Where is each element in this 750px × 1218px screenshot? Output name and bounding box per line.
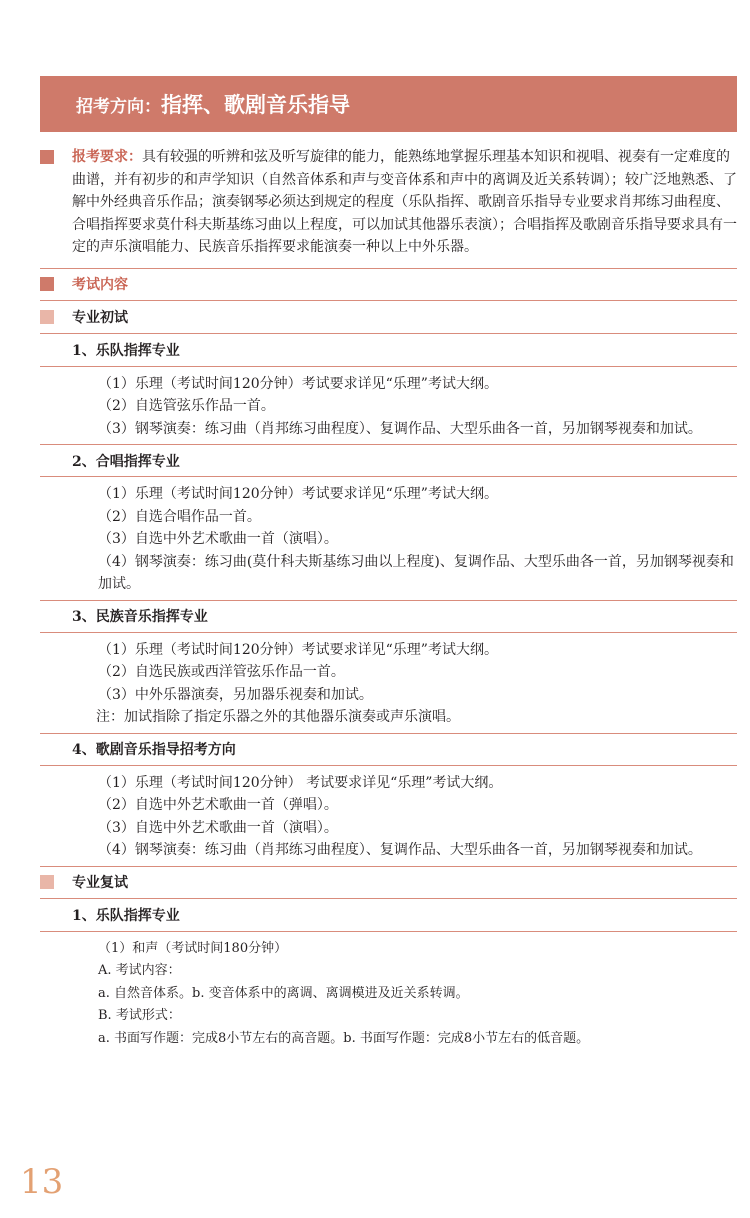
requirement-block <box>40 146 737 259</box>
section-items <box>40 477 737 600</box>
list-item: （2）自选合唱作品一首。 <box>98 508 261 525</box>
page-content <box>40 146 737 1054</box>
list-item: （4）钢琴演奏：练习曲（肖邦练习曲程度）、复调作品、大型乐曲各一首，另加钢琴视奏和加试。 <box>98 842 702 858</box>
list-item: a. 书面写作题：完成8小节左右的高音题。b. 书面写作题：完成8小节左右的低音题。 <box>98 1030 590 1046</box>
list-item: （3）自选中外艺术歌曲一首（演唱）。 <box>98 819 338 836</box>
list-item: （1）乐理（考试时间120分钟）考试要求详见“乐理”考试大纲。 <box>98 641 498 658</box>
section-items <box>40 766 737 866</box>
list-item: a. 自然音体系。b. 变音体系中的离调、离调模进及近关系转调。 <box>98 985 469 1001</box>
exam-content-heading: 考试内容 <box>40 269 737 301</box>
bullet-square-icon <box>40 150 54 164</box>
section-banner <box>40 76 737 132</box>
list-item: （1）和声（考试时间180分钟） <box>98 940 288 956</box>
page-number: 13 <box>20 1162 64 1202</box>
list-item: （2）自选民族或西洋管弦乐作品一首。 <box>98 664 345 680</box>
bullet-square-icon <box>40 277 54 291</box>
list-item: （3）中外乐器演奏，另加器乐视奏和加试。 <box>98 686 373 703</box>
list-item: （1）乐理（考试时间120分钟）考试要求详见“乐理”考试大纲。 <box>98 486 498 502</box>
section-items <box>40 367 737 445</box>
section-title: 3、民族音乐指挥专业 <box>40 600 737 633</box>
banner-prefix: 招考方向： <box>76 96 161 117</box>
section-title: 2、合唱指挥专业 <box>40 444 737 477</box>
requirement-text: 具有较强的听辨和弦及听写旋律的能力，能熟练地掌握乐理基本知识和视唱、视奏有一定难度的曲谱，并有初步的和声学知识（自然音体系和声与变音体系和声中的离调及近关系转调）；较广泛地熟悉、了解中外经典音乐作品；演奏钢琴必须达到规定的程度（乐队指挥、歌剧音乐指导专业要求肖邦练习曲程度、合唱指挥要求莫什科夫斯基练习曲以上程度，可以加试其他器乐表演）；合唱指挥及歌剧音乐指导要求具有一定的声乐演唱能力、民族音乐指挥要求能演奏一种以上中外乐器。 <box>72 149 737 255</box>
list-item: B. 考试形式： <box>98 1008 181 1023</box>
section-title: 1、乐队指挥专业 <box>40 334 737 367</box>
requirement-lead: 报考要求： <box>72 149 142 165</box>
list-item: （4）钢琴演奏：练习曲(莫什科夫斯基练习曲以上程度)、复调作品、大型乐曲各一首，另加钢琴视奏和加试。 <box>98 553 734 592</box>
retest-heading: 专业复试 <box>40 866 737 899</box>
list-item: （3）自选中外艺术歌曲一首（演唱）。 <box>98 531 338 547</box>
banner-title: 指挥、歌剧音乐指导 <box>161 92 350 117</box>
list-item: （1）乐理（考试时间120分钟） 考试要求详见“乐理”考试大纲。 <box>98 774 503 791</box>
section-items <box>40 633 737 733</box>
list-item: （2）自选中外艺术歌曲一首（弹唱）。 <box>98 797 338 813</box>
bullet-square-icon <box>40 310 54 324</box>
note-item: 注：加试指除了指定乐器之外的其他器乐演奏或声乐演唱。 <box>96 709 460 725</box>
list-item: （3）钢琴演奏：练习曲（肖邦练习曲程度）、复调作品、大型乐曲各一首，另加钢琴视奏和加试。 <box>98 420 702 437</box>
section-title: 1、乐队指挥专业 <box>40 899 737 932</box>
prelim-heading: 专业初试 <box>40 301 737 334</box>
bullet-square-icon <box>40 875 54 889</box>
list-item: A. 考试内容： <box>98 963 181 978</box>
list-item: （2）自选管弦乐作品一首。 <box>98 398 275 414</box>
list-item: （1）乐理（考试时间120分钟）考试要求详见“乐理”考试大纲。 <box>98 375 498 392</box>
section-items <box>40 932 737 1055</box>
section-title: 4、歌剧音乐指导招考方向 <box>40 733 737 766</box>
